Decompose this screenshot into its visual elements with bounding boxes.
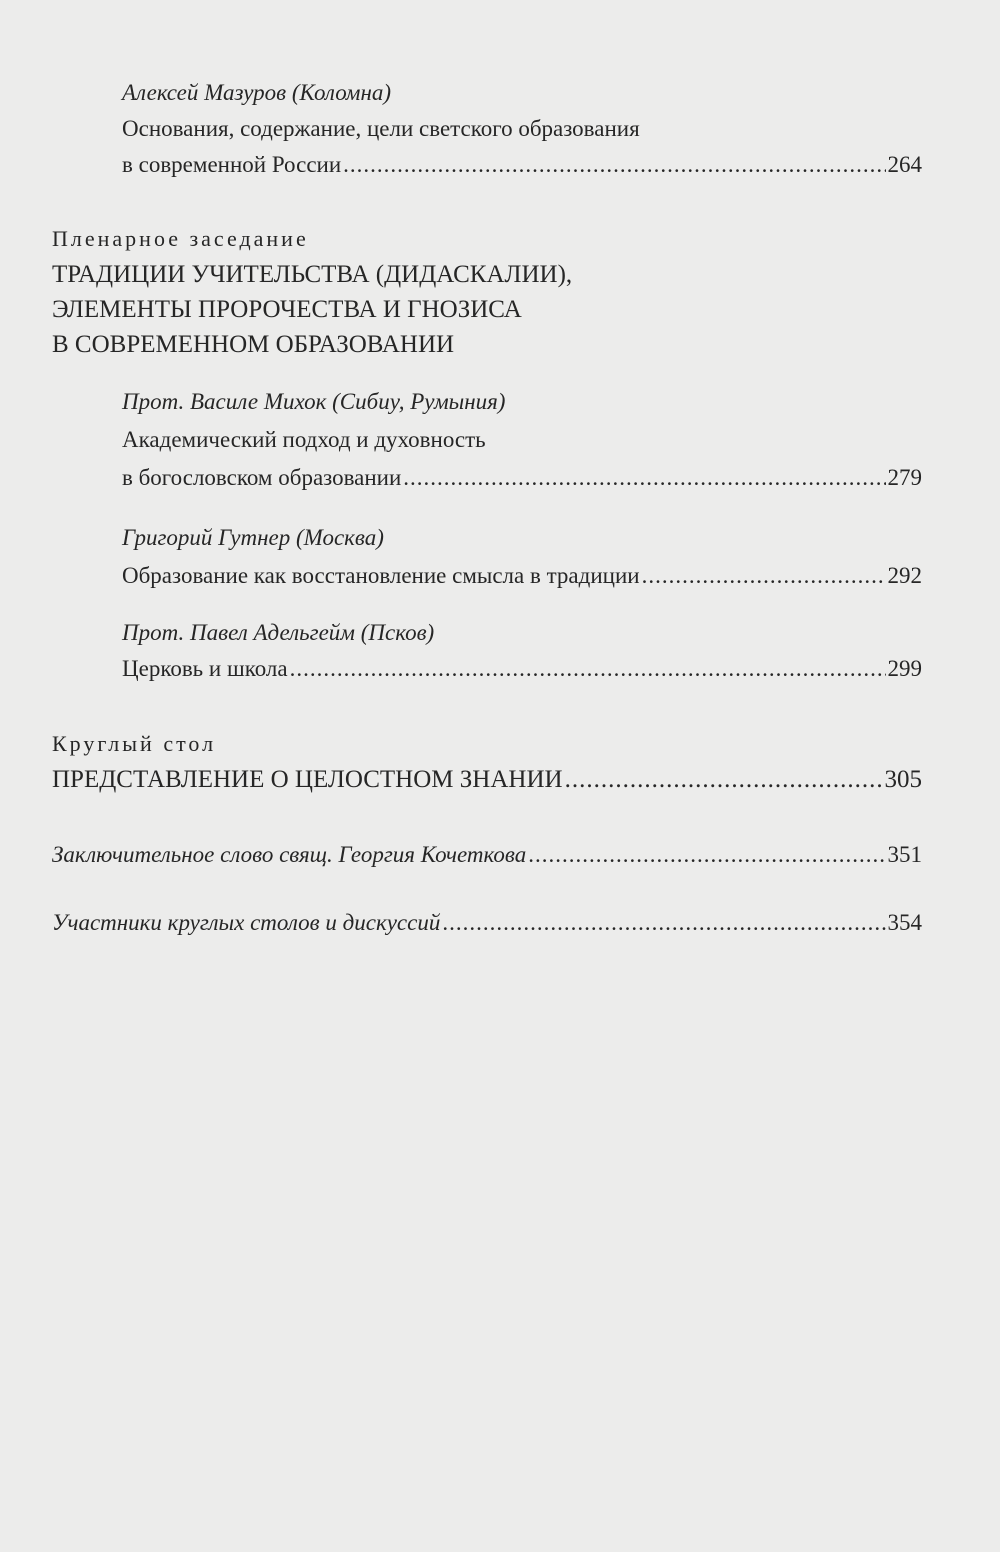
section-title: ЭЛЕМЕНТЫ ПРОРОЧЕСТВА И ГНОЗИСА: [52, 296, 522, 323]
dot-leader: [403, 463, 885, 493]
entry-title: Образование как восстановление смысла в традиции: [122, 563, 640, 588]
toc-entry[interactable]: [52, 765, 922, 795]
page-number: 279: [887, 465, 922, 490]
page-number: 354: [887, 910, 922, 935]
entry-title: Церковь и школа: [122, 656, 288, 681]
entry-author: Прот. Павел Адельгейм (Псков): [122, 620, 435, 645]
toc-entry[interactable]: [52, 840, 922, 870]
section-label: Пленарное заседание: [52, 226, 309, 251]
entry-author: Прот. Василе Михок (Сибиу, Румыния): [122, 389, 506, 414]
entry-title: Академический подход и духовность: [122, 427, 486, 452]
entry-author: Алексей Мазуров (Коломна): [122, 80, 392, 105]
entry-title: Заключительное слово свящ. Георгия Кочеткова: [52, 842, 527, 867]
entry-author: Григорий Гутнер (Москва): [122, 525, 384, 550]
page-number: 292: [887, 563, 922, 588]
toc-entry[interactable]: [122, 463, 922, 493]
page-number: 264: [887, 152, 922, 177]
entry-title: Основания, содержание, цели светского образования: [122, 116, 640, 141]
dot-leader: [290, 654, 886, 684]
toc-entry[interactable]: [52, 908, 922, 938]
page-number: 299: [887, 656, 922, 681]
entry-title: Участники круглых столов и дискуссий: [52, 910, 441, 935]
dot-leader: [343, 150, 885, 180]
section-title: В СОВРЕМЕННОМ ОБРАЗОВАНИИ: [52, 331, 455, 358]
toc-entry[interactable]: [122, 150, 922, 180]
page-number: 305: [884, 766, 922, 793]
page-number: 351: [887, 842, 922, 867]
entry-title: в богословском образовании: [122, 465, 402, 490]
dot-leader: [565, 765, 883, 795]
section-label: Круглый стол: [52, 731, 217, 756]
section-title: ТРАДИЦИИ УЧИТЕЛЬСТВА (ДИДАСКАЛИИ),: [52, 261, 573, 288]
entry-title: в современной России: [122, 152, 342, 177]
dot-leader: [442, 908, 885, 938]
section-title: ПРЕДСТАВЛЕНИЕ О ЦЕЛОСТНОМ ЗНАНИИ: [52, 766, 563, 793]
dot-leader: [642, 561, 886, 591]
toc-entry[interactable]: [122, 561, 922, 591]
toc-entry[interactable]: [122, 654, 922, 684]
dot-leader: [528, 840, 885, 870]
